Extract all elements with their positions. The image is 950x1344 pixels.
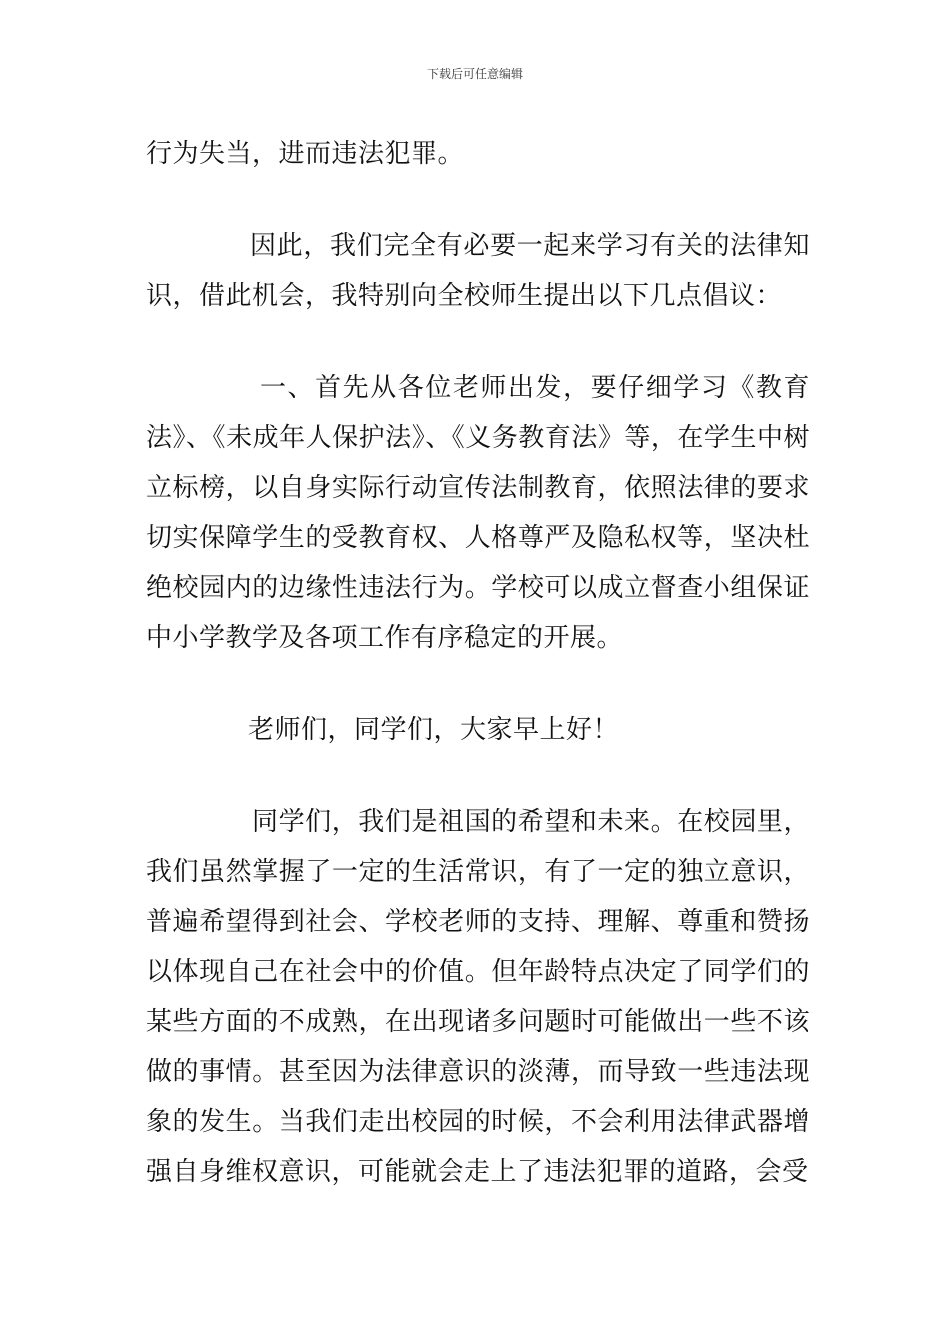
document-body — [146, 129, 810, 1197]
paragraph-students: 同学们，我们是祖国的希望和未来。在校园里，我们虽然掌握了一定的生活常识，有了一定的独立意识，普遍希望得到社会、学校老师的支持、理解、尊重和赞扬以体现自己在社会中的价值。但年龄特点决定了同学们的某些方面的不成熟，在出现诸多问题时可能做出一些不该做的事情。甚至因为法律意识的淡薄，而导致一些违法现象的发生。当我们走出校园的时候，不会利用法律武器增强自身维权意识，可能就会走上了违法犯罪的道路，会受 — [146, 807, 810, 1187]
paragraph-greeting: 老师们，同学们，大家早上好！ — [248, 715, 620, 745]
page-header: 下载后可任意编辑 — [426, 67, 523, 81]
paragraph-teachers-first: 一、首先从各位老师出发，要仔细学习《教育法》、《未成年人保护法》、《义务教育法》等，在学生中树立标榜，以自身实际行动宣传法制教育，依照法律的要求切实保障学生的受教育权、人格尊严及隐私权等，坚决杜绝校园内的边缘性违法行为。学校可以成立督查小组保证中小学教学及各项工作有序稳定的开展。 — [146, 373, 810, 653]
paragraph-continuation: 行为失当，进而违法犯罪。 — [146, 139, 465, 169]
paragraph-therefore: 因此，我们完全有必要一起来学习有关的法律知识，借此机会，我特别向全校师生提出以下几点倡议： — [146, 231, 810, 311]
